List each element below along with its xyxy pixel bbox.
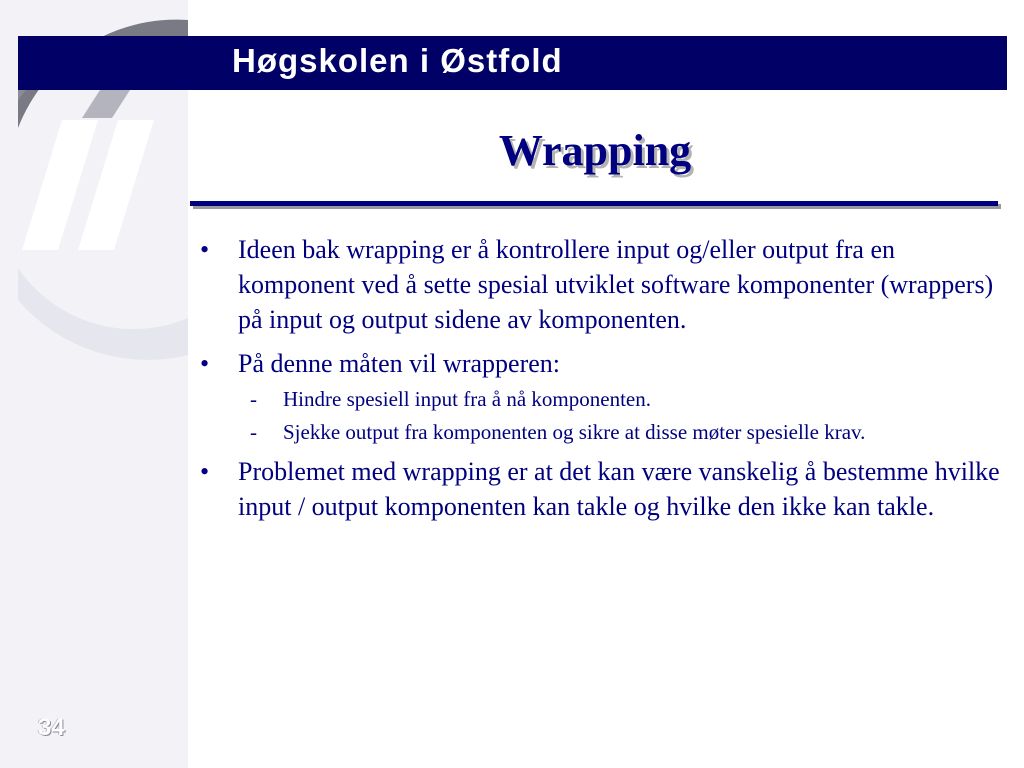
bullet-marker: • bbox=[200, 349, 210, 378]
page-number: 34 bbox=[38, 714, 65, 741]
sub-list bbox=[196, 385, 1018, 446]
bullet-marker: • bbox=[200, 235, 210, 264]
title-underline bbox=[190, 201, 998, 206]
bullet-item bbox=[196, 346, 1018, 381]
sub-list-marker: - bbox=[250, 387, 257, 411]
bullet-item bbox=[196, 232, 1018, 337]
slide-title: Wrapping bbox=[498, 126, 692, 175]
sub-list-marker: - bbox=[250, 420, 257, 444]
sub-list-text: Sjekke output fra komponenten og sikre at disse møter spesielle krav. bbox=[283, 420, 866, 444]
sub-list-item bbox=[238, 385, 1018, 413]
school-name: Høgskolen i Østfold bbox=[232, 42, 563, 79]
slide-content bbox=[196, 232, 1018, 533]
bullet-text: Problemet med wrapping er at det kan være vanskelig å bestemme hvilke input / output komponenten kan takle og hvilke den ikke kan takle. bbox=[238, 457, 1000, 521]
bullet-text: På denne måten vil wrapperen: bbox=[238, 349, 560, 378]
bullet-text: Ideen bak wrapping er å kontrollere input og/eller output fra en komponent ved å sette spesial utviklet software komponenter (wrappers) på input og output sidene av komponenten. bbox=[238, 235, 994, 334]
bullet-item bbox=[196, 454, 1018, 524]
sub-list-text: Hindre spesiell input fra å nå komponenten. bbox=[283, 387, 651, 411]
sub-list-item bbox=[238, 418, 1018, 446]
bullet-marker: • bbox=[200, 457, 210, 486]
